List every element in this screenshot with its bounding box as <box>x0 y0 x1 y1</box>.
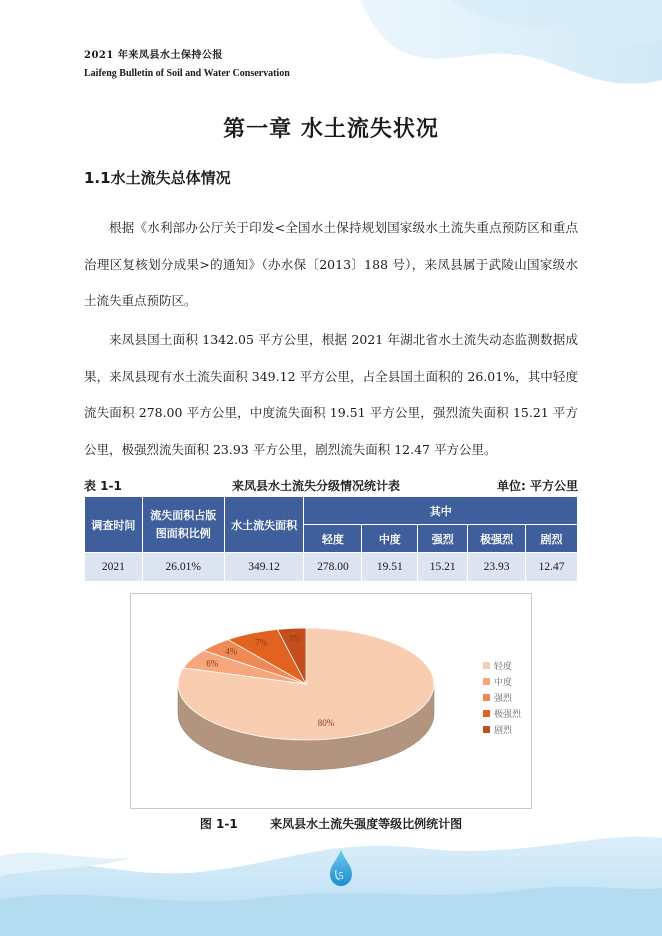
th-year: 调查时间 <box>85 497 143 553</box>
pie-chart-svg <box>131 594 531 808</box>
legend-swatch-强烈 <box>483 694 490 701</box>
section-title: 1.1水土流失总体情况 <box>84 169 231 187</box>
th-level-very-strong: 极强烈 <box>468 525 526 553</box>
th-ratio-label: 流失面积占版图面积比例 <box>150 508 217 540</box>
legend-swatch-极强烈 <box>483 710 490 717</box>
th-ratio <box>142 497 224 553</box>
cell-ratio: 26.01% <box>142 553 224 582</box>
cell-moderate: 19.51 <box>362 553 418 582</box>
cell-light: 278.00 <box>304 553 362 582</box>
th-area: 水土流失面积 <box>224 497 304 553</box>
pie-label-中度: 6% <box>206 658 219 669</box>
page-number-drop <box>327 848 355 888</box>
figure-title: 来凤县水土流失强度等级比例统计图 <box>270 817 463 831</box>
chapter-title: 第一章 水土流失状况 <box>223 117 439 142</box>
legend-swatch-中度 <box>483 678 490 685</box>
legend-swatch-剧烈 <box>483 726 490 733</box>
cell-strong: 15.21 <box>418 553 468 582</box>
pie-label-剧烈: 3% <box>288 633 301 644</box>
th-level-light: 轻度 <box>304 525 362 553</box>
legend-swatch-轻度 <box>483 662 490 669</box>
table-unit: 单位: 平方公里 <box>497 479 578 493</box>
pie-legend <box>483 660 522 736</box>
th-group: 其中 <box>304 497 578 525</box>
page-number: 5 <box>338 871 344 882</box>
erosion-table <box>84 496 578 582</box>
th-level-moderate: 中度 <box>362 525 418 553</box>
legend-label-中度: 中度 <box>494 678 513 688</box>
cell-severe: 12.47 <box>526 553 578 582</box>
paragraph-1: 根据《水利部办公厅关于印发<全国水土保持规划国家级水土流失重点预防区和重点治理区复核划分成果>的通知》（办水保〔2013〕188 号），来凤县属于武陵山国家级水土流失重点预防区。 <box>84 220 578 308</box>
pie-top <box>178 628 434 740</box>
pie-label-轻度: 80% <box>317 717 335 728</box>
th-level-severe: 剧烈 <box>526 525 578 553</box>
paragraph-2: 来凤县国土面积 1342.05 平方公里，根据 2021 年湖北省水土流失动态监测数据成果，来凤县现有水土流失面积 349.12 平方公里，占全县国土面积的 26.01%，其中轻度流失面积 278.00 平方公里，中度流失面积 19.51 平方公里，强烈流失面积 15.21 平方公里，极强烈流失面积 23.93 平方公里，剧烈流失面积 12.47 平方公里。 <box>84 332 578 457</box>
legend-label-极强烈: 极强烈 <box>494 710 522 720</box>
header-title-en: Laifeng Bulletin of Soil and Water Conservation <box>84 68 290 79</box>
figure-number: 图 1-1 <box>199 817 238 831</box>
th-level-strong: 强烈 <box>418 525 468 553</box>
water-drop-icon <box>327 848 355 888</box>
legend-label-剧烈: 剧烈 <box>494 726 513 736</box>
figure-caption <box>0 815 662 832</box>
table-row <box>85 553 578 582</box>
pie-chart <box>130 593 532 809</box>
cell-area: 349.12 <box>224 553 304 582</box>
legend-label-轻度: 轻度 <box>494 662 513 672</box>
pie-label-强烈: 4% <box>225 646 238 657</box>
table-number: 表 1-1 <box>84 479 122 493</box>
pie-label-极强烈: 7% <box>255 637 268 648</box>
cell-very-strong: 23.93 <box>468 553 526 582</box>
header-title-cn: 2021 年来凤县水土保持公报 <box>84 50 223 61</box>
legend-label-强烈: 强烈 <box>494 694 513 704</box>
cell-year: 2021 <box>85 553 143 582</box>
table-title: 来凤县水土流失分级情况统计表 <box>232 479 401 493</box>
